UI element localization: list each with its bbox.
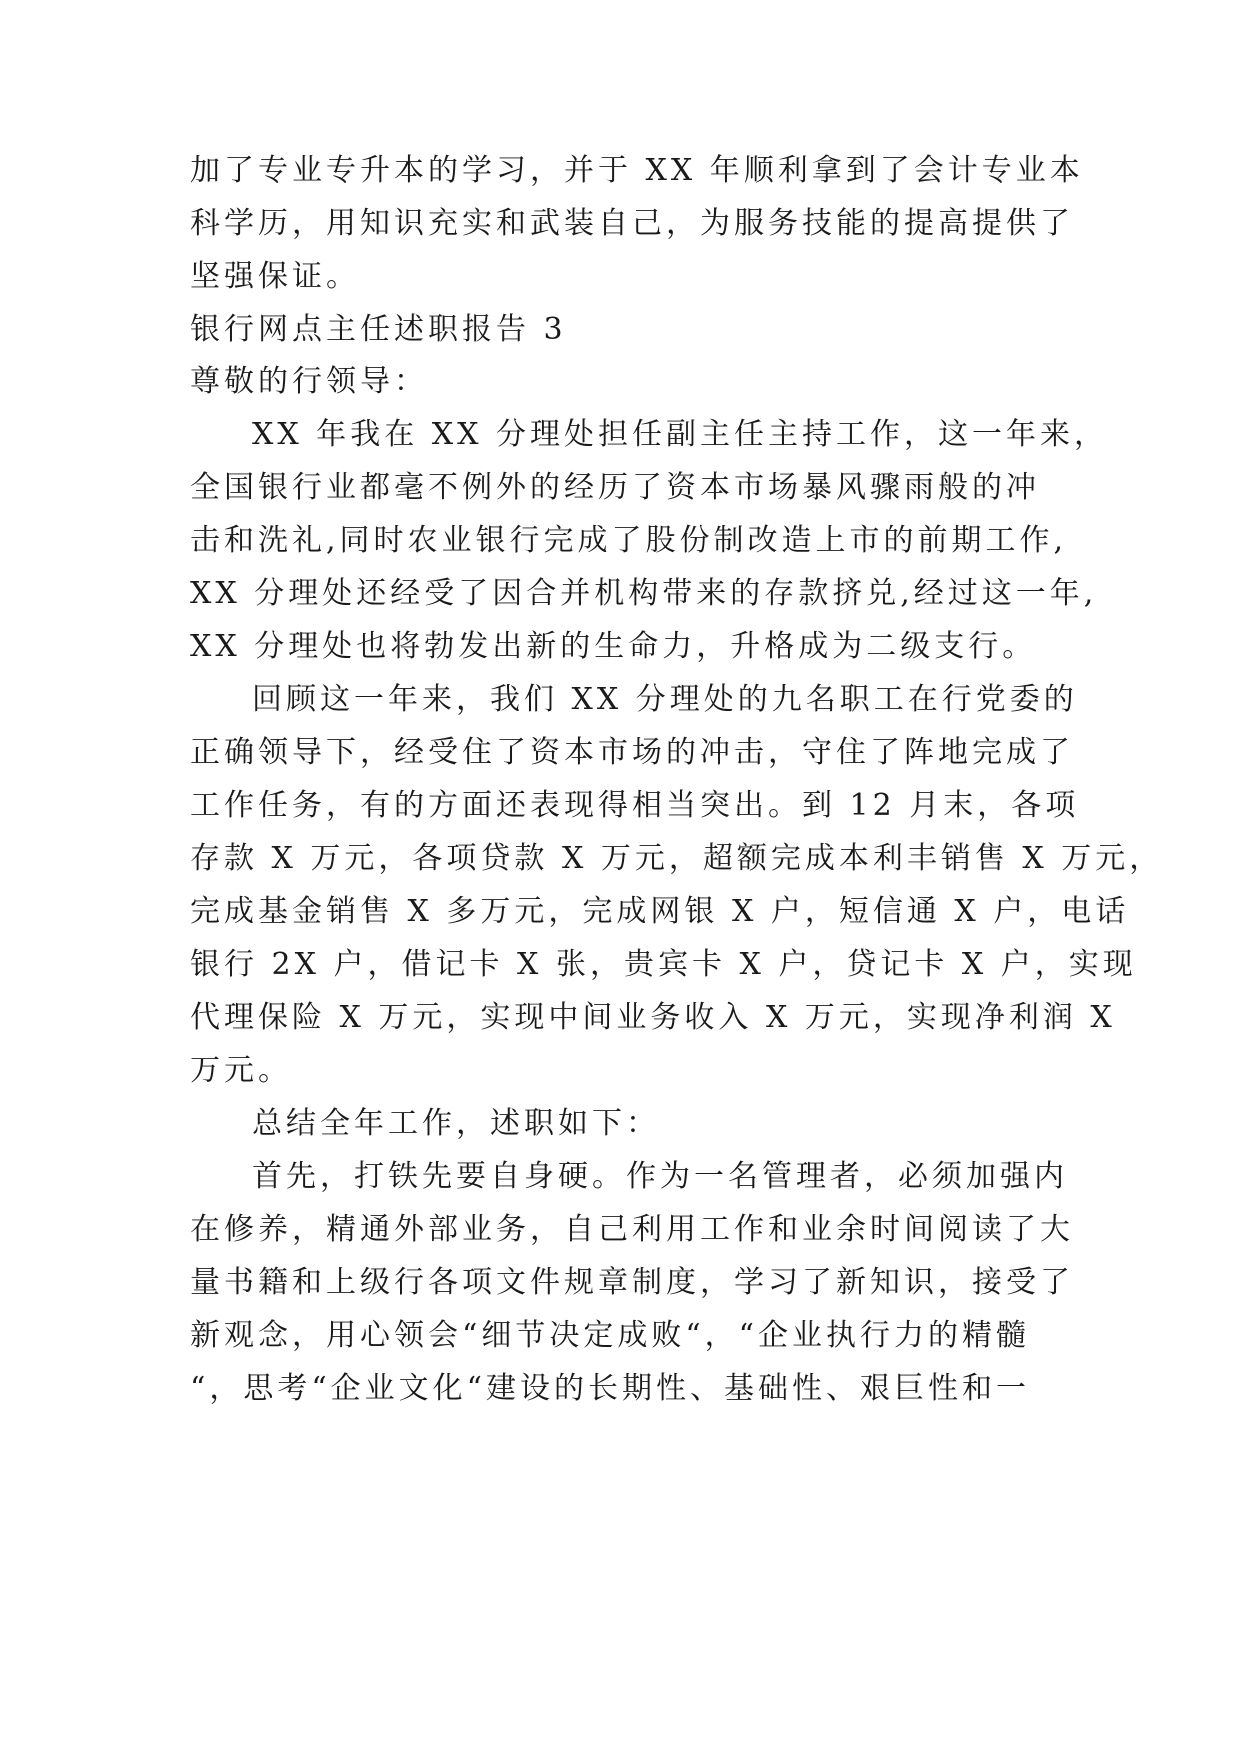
section-heading: 银行网点主任述职报告 3 [190, 312, 567, 347]
body-text-line: 银行 2X 户，借记卡 X 张，贵宾卡 X 户，贷记卡 X 户，实现 [190, 947, 1137, 982]
body-text-line: 代理保险 X 万元，实现中间业务收入 X 万元，实现净利润 X [190, 1000, 1116, 1035]
body-text-line: 首先，打铁先要自身硬。作为一名管理者，必须加强内 [252, 1159, 1068, 1194]
body-text-line: 科学历，用知识充实和武装自己，为服务技能的提高提供了 [190, 206, 1074, 241]
body-text-line: 总结全年工作，述职如下： [252, 1106, 660, 1141]
body-text-line: 坚强保证。 [190, 259, 360, 294]
body-text-line: XX 年我在 XX 分理处担任副主任主持工作，这一年来， [252, 417, 1109, 452]
body-text-line: 万元。 [190, 1053, 292, 1088]
body-text-line: 完成基金销售 X 多万元，完成网银 X 户，短信通 X 户，电话 [190, 894, 1130, 929]
body-text-line: “，思考“企业文化“建设的长期性、基础性、艰巨性和一 [190, 1371, 1031, 1406]
body-text-line: 全国银行业都毫不例外的经历了资本市场暴风骤雨般的冲 [190, 470, 1040, 505]
body-text-line: 新观念，用心领会“细节决定成败“，“企业执行力的精髓 [190, 1318, 1031, 1353]
body-text-line: 量书籍和上级行各项文件规章制度，学习了新知识，接受了 [190, 1265, 1074, 1300]
body-text-line: 回顾这一年来，我们 XX 分理处的九名职工在行党委的 [252, 682, 1078, 717]
salutation: 尊敬的行领导： [190, 364, 428, 399]
body-text-line: 加了专业专升本的学习，并于 XX 年顺利拿到了会计专业本 [190, 153, 1084, 188]
body-text-line: XX 分理处也将勃发出新的生命力，升格成为二级支行。 [190, 629, 1037, 664]
body-text-line: 击和洗礼,同时农业银行完成了股份制改造上市的前期工作, [190, 523, 1068, 558]
body-text-line: 正确领导下，经受住了资本市场的冲击，守住了阵地完成了 [190, 735, 1074, 770]
body-text-line: 在修养，精通外部业务，自己利用工作和业余时间阅读了大 [190, 1212, 1074, 1247]
body-text-line: 工作任务，有的方面还表现得相当突出。到 12 月末，各项 [190, 788, 1080, 823]
body-text-line: 存款 X 万元，各项贷款 X 万元，超额完成本利丰销售 X 万元， [190, 841, 1164, 876]
body-text-line: XX 分理处还经受了因合并机构带来的存款挤兑,经过这一年, [190, 576, 1098, 611]
